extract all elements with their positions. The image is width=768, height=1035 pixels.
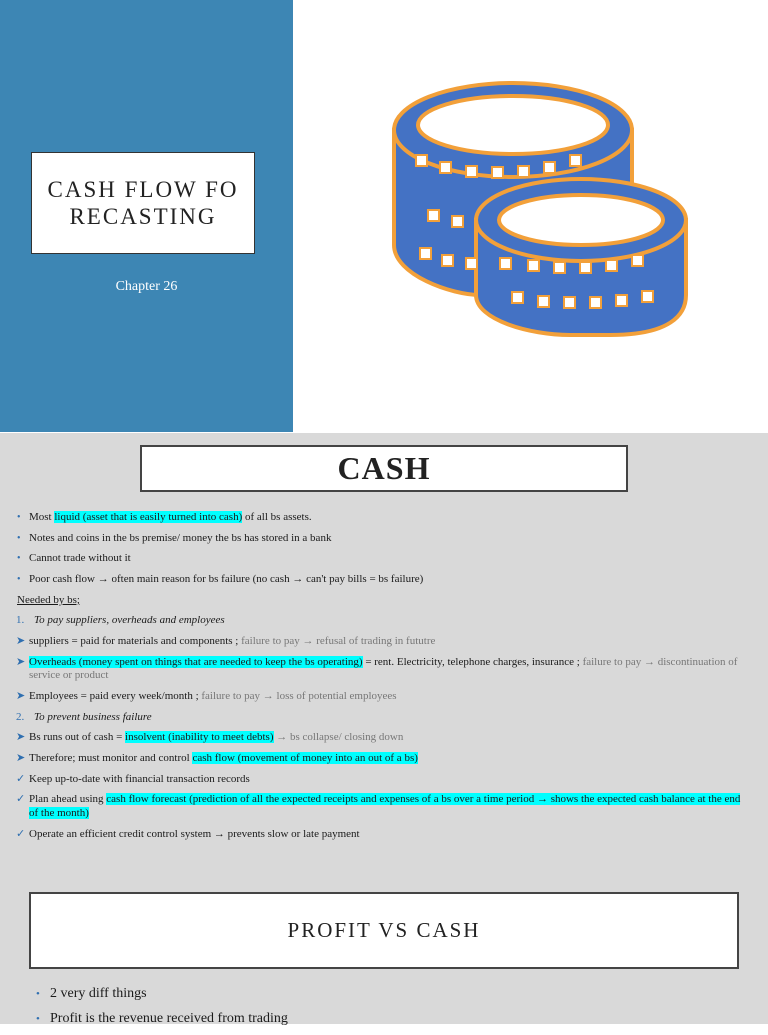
list-item <box>16 828 752 842</box>
highlight: Overheads (money spent on things that are needed to keep the bs operating) <box>29 655 363 668</box>
bullet-icon: • <box>36 988 40 1000</box>
slide-title: PROFIT VS CASH <box>287 918 481 942</box>
title-slide <box>0 0 768 432</box>
arrow-bullet-icon: ➤ <box>16 635 26 648</box>
text: failure to pay → discontinuation of service or product <box>29 655 738 682</box>
title-box <box>31 152 255 254</box>
arrow-bullet-icon: ➤ <box>16 690 26 702</box>
number-marker: 1. <box>16 614 25 627</box>
needed-label: Needed by bs; <box>17 593 80 606</box>
section-heading <box>16 614 752 628</box>
arrow-bullet-icon: ➤ <box>16 731 26 744</box>
text: To pay suppliers, overheads and employees <box>34 614 225 627</box>
list-item <box>16 690 752 704</box>
text: failure to pay → loss of potential employees <box>201 690 397 702</box>
text: Plan ahead using <box>29 793 107 806</box>
arrow-bullet-icon: ➤ <box>16 655 26 668</box>
highlight: liquid (asset that is easily turned into cash) <box>54 511 243 523</box>
text: Operate an efficient credit control system → prevents slow or late payment <box>29 827 360 840</box>
slide-body <box>16 511 752 848</box>
list-item <box>16 752 752 766</box>
text: Employees = paid every week/month ; <box>29 690 202 702</box>
slide-subtitle: Chapter 26 <box>115 279 178 294</box>
cash-slide <box>0 433 768 1024</box>
check-icon: ✓ <box>16 793 26 806</box>
text: Keep up-to-date with financial transaction records <box>29 772 250 785</box>
arrow-bullet-icon: ➤ <box>16 752 26 765</box>
list-item <box>16 656 752 683</box>
check-icon: ✓ <box>16 827 26 840</box>
list-item <box>16 511 752 525</box>
title-panel <box>0 0 293 432</box>
text: Therefore; must monitor and control <box>29 752 193 765</box>
bullet-icon: • <box>17 512 21 523</box>
bullet-icon: • <box>36 1013 40 1025</box>
list-item <box>16 731 752 745</box>
number-marker: 2. <box>16 710 25 723</box>
bullet-icon: • <box>17 574 21 586</box>
text: To prevent business failure <box>34 710 152 723</box>
list-item <box>36 1010 288 1027</box>
profit-title-box <box>29 892 739 969</box>
list-item <box>16 773 752 787</box>
slide-title: CASH <box>337 450 431 486</box>
text: Poor cash flow → often main reason for bs failure (no cash → can't pay bills = bs failure) <box>29 573 424 586</box>
text: Profit is the revenue received from trading <box>50 1011 288 1026</box>
text: Notes and coins in the bs premise/ money the bs has stored in a bank <box>29 531 332 544</box>
list-item <box>16 635 752 649</box>
bullet-icon: • <box>17 532 21 544</box>
check-icon: ✓ <box>16 772 26 785</box>
highlight: insolvent (inability to meet debts) <box>125 731 274 744</box>
text: 2 very diff things <box>50 986 147 1001</box>
text: → bs collapse/ closing down <box>273 731 404 744</box>
highlight: cash flow (movement of money into an out of a bs) <box>192 752 418 765</box>
text: Most <box>29 511 55 523</box>
list-item <box>36 985 288 1002</box>
text: failure to pay → refusal of trading in fututre <box>241 635 436 648</box>
text: of all bs assets. <box>242 511 312 523</box>
bullet-icon: • <box>17 553 21 565</box>
coins-icon <box>380 70 700 350</box>
list-item <box>16 573 752 587</box>
list-item <box>16 793 752 820</box>
highlight: cash flow forecast (prediction of all the expected receipts and expenses of a bs over a time period → shows the expected cash balance at the end of the month) <box>29 793 741 819</box>
text: = rent. Electricity, telephone charges, insurance ; <box>362 655 583 668</box>
text: Bs runs out of cash = <box>29 731 126 744</box>
cash-title-box <box>140 445 628 492</box>
text: Cannot trade without it <box>29 552 131 565</box>
text: suppliers = paid for materials and components ; <box>29 635 242 648</box>
list-item <box>16 532 752 546</box>
slide-title: CASH FLOW FORECASTING <box>47 177 239 229</box>
section-heading <box>16 711 752 725</box>
slide-body <box>36 985 288 1035</box>
list-item <box>16 552 752 566</box>
